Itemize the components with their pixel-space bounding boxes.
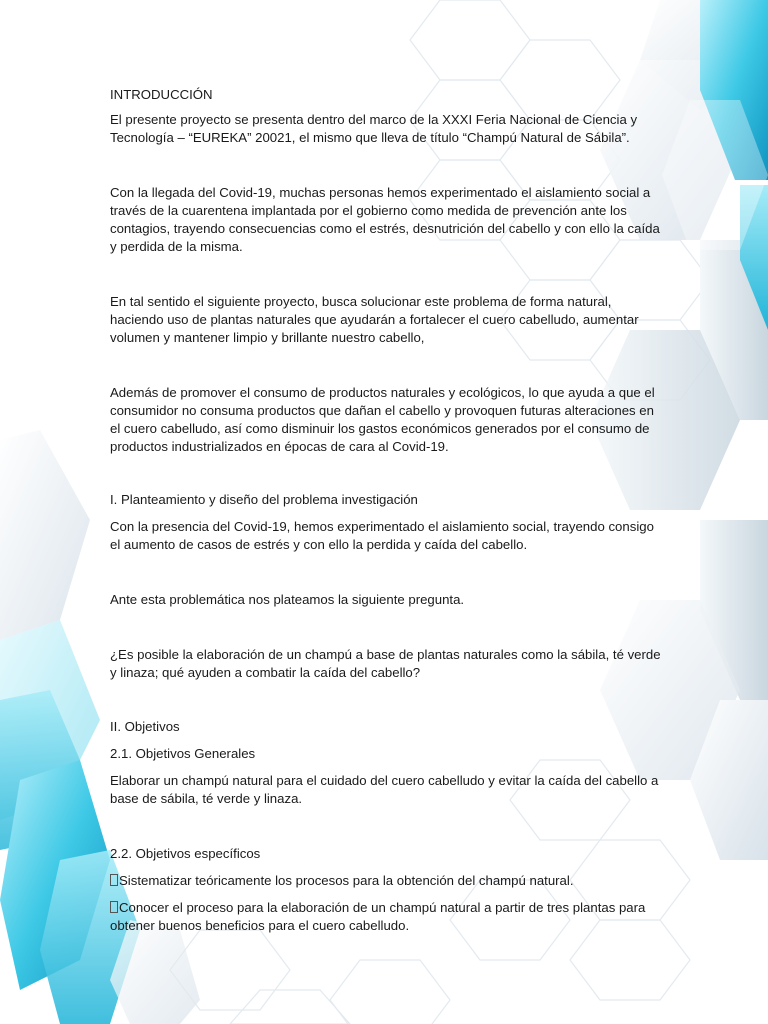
- paragraph-promotion: Además de promover el consumo de productos naturales y ecológicos, lo que ayuda a que el consumidor no consuma productos que dañan el cabello y provoquen futuras alteraciones en el cuero cabelludo, así como disminuir los gastos económicos generados por el consumo de productos industrializados en épocas de cara al Covid-19.: [110, 385, 655, 454]
- objective-bullet-2-text: Conocer el proceso para la elaboración de un champú natural a partir de tres plantas para obtener buenos beneficios para el cuero cabelludo.: [110, 900, 646, 933]
- section2-heading: II. Objetivos: [110, 719, 180, 734]
- paragraph-intro: El presente proyecto se presenta dentro del marco de la XXXI Feria Nacional de Ciencia y Tecnología – “EUREKA” 20021, el mismo que lleva de título “Champú Natural de Sábila”.: [110, 112, 638, 145]
- objective-bullet-1-text: Sistematizar teóricamente los procesos para la obtención del champú natural.: [119, 873, 574, 888]
- subsection-22-heading: 2.2. Objetivos específicos: [110, 846, 261, 861]
- missing-glyph-icon: [110, 901, 118, 913]
- paragraph-question-intro: Ante esta problemática nos plateamos la siguiente pregunta.: [110, 592, 465, 607]
- intro-heading: INTRODUCCIÓN: [110, 87, 213, 102]
- paragraph-general-objective: Elaborar un champú natural para el cuidado del cuero cabelludo y evitar la caída del cabello a base de sábila, té verde y linaza.: [110, 773, 659, 806]
- missing-glyph-icon: [110, 874, 118, 886]
- objective-bullet-2: [110, 899, 662, 935]
- section1-heading: I. Planteamiento y diseño del problema investigación: [110, 492, 418, 507]
- subsection-21-heading: 2.1. Objetivos Generales: [110, 746, 256, 761]
- objective-bullet-1: [110, 872, 662, 890]
- paragraph-problem: Con la presencia del Covid-19, hemos experimentado el aislamiento social, trayendo consigo el aumento de casos de estrés y con ello la perdida y caída del cabello.: [110, 519, 654, 552]
- paragraph-covid-context: Con la llegada del Covid-19, muchas personas hemos experimentado el aislamiento social a través de la cuarentena implantada por el gobierno como medida de prevención ante los contagios, trayendo consecuencias como el estrés, desnutrición del cabello y con ello la caída y perdida de la misma.: [110, 185, 660, 254]
- paragraph-project-purpose: En tal sentido el siguiente proyecto, busca solucionar este problema de forma natural, haciendo uso de plantas naturales que ayudarán a fortalecer el cuero cabelludo, aumentar volumen y mantener limpio y brillante nuestro cabello,: [110, 294, 639, 345]
- paragraph-research-question: ¿Es posible la elaboración de un champú a base de plantas naturales como la sábila, té verde y linaza; qué ayuden a combatir la caída del cabello?: [110, 647, 661, 680]
